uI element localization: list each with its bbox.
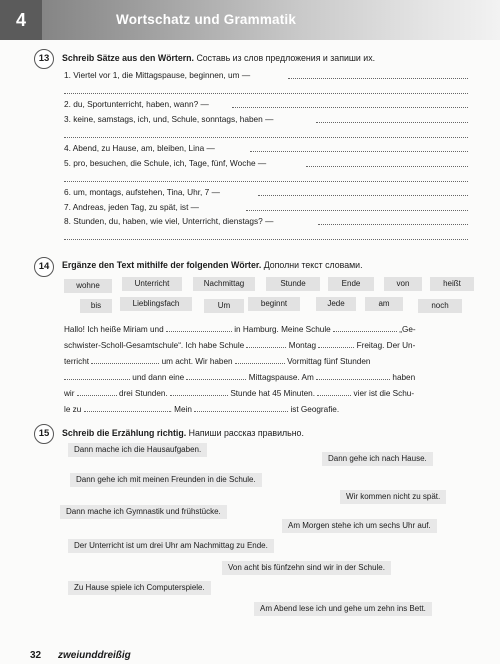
exercise-13-title: [62, 53, 375, 63]
answer-line[interactable]: [288, 78, 468, 79]
ex13-item-4: 4. Abend, zu Hause, am, bleiben, Lina —: [64, 143, 215, 153]
blank[interactable]: [170, 387, 228, 396]
word-chip: wohne: [64, 279, 112, 293]
answer-line[interactable]: [64, 239, 468, 240]
blank[interactable]: [316, 371, 390, 380]
answer-line[interactable]: [316, 122, 468, 123]
ex13-item-8: 8. Stunden, du, haben, wie viel, Unterricht, dienstags? —: [64, 216, 274, 226]
story-strip[interactable]: Zu Hause spiele ich Computerspiele.: [68, 581, 211, 595]
exercise-13-title-ru: Составь из слов предложения и запиши их.: [196, 53, 376, 63]
story-strip[interactable]: Am Morgen stehe ich um sechs Uhr auf.: [282, 519, 437, 533]
word-chip: Jede: [316, 297, 356, 311]
story-strip[interactable]: Dann mache ich die Hausaufgaben.: [68, 443, 207, 457]
exercise-15-title: [62, 428, 304, 438]
answer-line[interactable]: [64, 93, 468, 94]
answer-line[interactable]: [258, 195, 468, 196]
cloze-line-4: und dann eine Mittagspause. Am haben: [64, 371, 415, 382]
exercise-14-title-de: Ergänze den Text mithilfe der folgenden Wörter.: [62, 260, 262, 270]
story-strip[interactable]: Der Unterricht ist um drei Uhr am Nachmittag zu Ende.: [68, 539, 274, 553]
blank[interactable]: [333, 323, 397, 332]
word-chip: von: [384, 277, 422, 291]
blank[interactable]: [84, 403, 170, 412]
blank[interactable]: [246, 339, 286, 348]
page-number-word: zweiunddreißig: [58, 650, 131, 661]
blank[interactable]: [194, 403, 288, 412]
exercise-14-number: 14: [34, 257, 54, 277]
blank[interactable]: [166, 323, 232, 332]
story-strip[interactable]: Dann gehe ich mit meinen Freunden in die Schule.: [70, 473, 262, 487]
blank[interactable]: [317, 387, 351, 396]
ex13-item-1: 1. Viertel vor 1, die Mittagspause, beginnen, um —: [64, 70, 251, 80]
word-chip: beginnt: [248, 297, 300, 311]
page-number: 32: [30, 650, 42, 661]
blank[interactable]: [77, 387, 117, 396]
answer-line[interactable]: [232, 107, 468, 108]
word-chip: Um: [204, 299, 244, 313]
blank[interactable]: [64, 371, 130, 380]
blank[interactable]: [91, 355, 159, 364]
exercise-15-title-de: Schreib die Erzählung richtig.: [62, 428, 187, 438]
word-chip: Stunde: [266, 277, 320, 291]
word-chip: Ende: [328, 277, 374, 291]
ex13-item-6: 6. um, montags, aufstehen, Tina, Uhr, 7 —: [64, 187, 220, 197]
cloze-line-3: terricht um acht. Wir haben Vormittag fünf Stunden: [64, 357, 371, 366]
page-title: Wortschatz und Grammatik: [116, 12, 297, 27]
story-strip[interactable]: Von acht bis fünfzehn sind wir in der Schule.: [222, 561, 391, 575]
ex13-item-7: 7. Andreas, jeden Tag, zu spät, ist —: [64, 202, 199, 212]
answer-line[interactable]: [64, 181, 468, 182]
word-chip: heißt: [430, 277, 474, 291]
story-strip[interactable]: Dann mache ich Gymnastik und frühstücke.: [60, 505, 227, 519]
story-strip[interactable]: Am Abend lese ich und gehe um zehn ins Bett.: [254, 602, 432, 616]
blank[interactable]: [318, 339, 354, 348]
ex13-item-5: 5. pro, besuchen, die Schule, ich, Tage, fünf, Woche —: [64, 158, 267, 168]
exercise-15-number: 15: [34, 424, 54, 444]
exercise-15-title-ru: Напиши рассказ правильно.: [188, 428, 304, 438]
word-chip: bis: [80, 299, 112, 313]
cloze-line-2: schwister-Scholl-Gesamtschule“. Ich habe Schule Montag Freitag. Der Un-: [64, 341, 416, 350]
word-chip: noch: [418, 299, 462, 313]
cloze-line-6: le zu . Mein ist Geografie.: [64, 405, 340, 414]
answer-line[interactable]: [250, 151, 468, 152]
blank[interactable]: [235, 355, 285, 364]
cloze-line-5: wir drei Stunden. Stunde hat 45 Minuten. vier ist die Schu-: [64, 389, 415, 398]
exercise-13-number: 13: [34, 49, 54, 69]
word-chip: am: [365, 297, 403, 311]
answer-line[interactable]: [246, 210, 468, 211]
cloze-line-1: Hallo! Ich heiße Miriam und in Hamburg. Meine Schule „Ge-: [64, 325, 416, 334]
ex13-item-2: 2. du, Sportunterricht, haben, wann? —: [64, 99, 209, 109]
exercise-13-title-de: Schreib Sätze aus den Wörtern.: [62, 53, 194, 63]
exercise-14-title-ru: Дополни текст словами.: [263, 260, 363, 270]
story-strip[interactable]: Dann gehe ich nach Hause.: [322, 452, 433, 466]
story-strip[interactable]: Wir kommen nicht zu spät.: [340, 490, 446, 504]
unit-number: 4: [0, 0, 42, 40]
blank[interactable]: [186, 371, 246, 380]
answer-line[interactable]: [318, 224, 468, 225]
ex13-item-3: 3. keine, samstags, ich, und, Schule, sonntags, haben —: [64, 114, 274, 124]
answer-line[interactable]: [64, 137, 468, 138]
word-chip: Lieblingsfach: [120, 297, 192, 311]
word-chip: Nachmittag: [193, 277, 255, 291]
exercise-14-title: [62, 260, 363, 270]
word-chip: Unterricht: [122, 277, 182, 291]
answer-line[interactable]: [306, 166, 468, 167]
